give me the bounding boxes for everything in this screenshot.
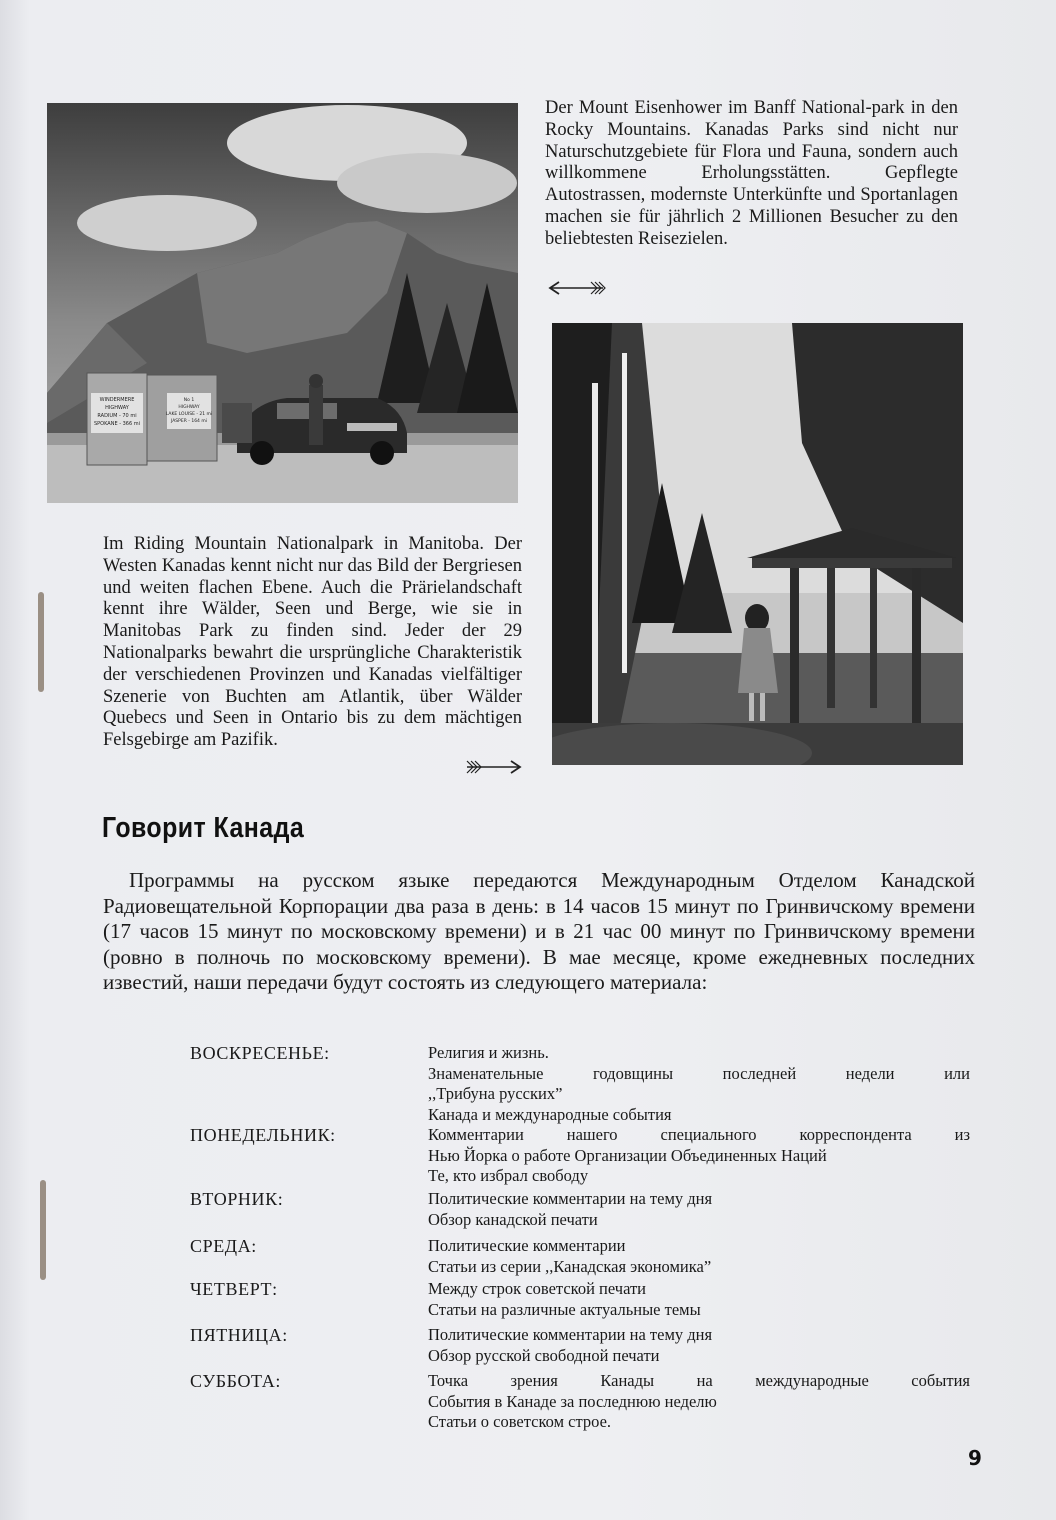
program-list	[428, 1371, 970, 1433]
sign-right-line-4: JASPER - 164 mi	[170, 419, 208, 424]
page-number: 9	[968, 1446, 982, 1470]
day-label: ЧЕТВЕРТ:	[190, 1279, 278, 1299]
program-item: Статьи на различные актуальные темы	[428, 1299, 701, 1319]
program-item: ,,Трибуна русских”	[428, 1084, 563, 1103]
program-list	[428, 1279, 970, 1320]
program-item: Обзор канадской печати	[428, 1209, 598, 1229]
staple-top	[38, 592, 44, 692]
day-label: СРЕДА:	[190, 1236, 257, 1256]
day-label: ПОНЕДЕЛЬНИК:	[190, 1125, 336, 1145]
arrow-right-icon	[465, 759, 523, 775]
sign-left-line-3: RADIUM - 70 mi	[97, 413, 137, 419]
staple-bottom	[40, 1180, 46, 1280]
program-item: Знаменательные годовщины последней недели или	[428, 1063, 970, 1083]
day-label: ВОСКРЕСЕНЬЕ:	[190, 1043, 330, 1063]
program-item: Политические комментарии на тему дня	[428, 1189, 713, 1208]
arrow-left-icon	[547, 280, 607, 296]
sign-right-line-3: LAKE LOUISE - 21 mi	[165, 412, 213, 417]
sign-right-line-1: No 1	[183, 398, 195, 403]
program-list	[428, 1325, 970, 1366]
section-heading: Говорит Канада	[102, 812, 305, 844]
sign-right-line-2: HIGHWAY	[178, 405, 200, 410]
program-item: События в Канаде за последнюю неделю	[428, 1391, 717, 1411]
program-item: Нью Йорка о работе Организации Объединенных Наций	[428, 1145, 827, 1165]
mountain-photo	[47, 103, 518, 503]
sign-left-line-4: SPOKANE - 366 mi	[93, 421, 141, 427]
program-list	[428, 1236, 970, 1277]
caption-lake: Im Riding Mountain Nationalpark in Manitoba. Der Westen Kanadas kennt nicht nur das Bild der Bergriesen und weiten flachen Ebene. Auch die Prärielandschaft kennt ihre Wälder, Seen und Berge, wie sie in Manitobas Park zu finden sind. Jeder der 29 Nationalparks bewahrt die ursprüngliche Charakteristik der verschiedenen Provinzen und Kanadas vielfältiger Szenerie von Buchten am Atlantik, über Wälder Quebecs und Seen in Ontario bis zu dem mächtigen Felsgebirge am Pazifik.	[103, 534, 522, 751]
program-list	[428, 1043, 970, 1125]
intro-paragraph: Программы на русском языке передаются Международным Отделом Канадской Радиовещательной Корпорации два раза в день: в 14 часов 15 минут по Гринвичскому времени (17 часов 15 минут по московскому времени) и в 21 час 00 минут по Гринвичскому времени (ровно в полночь по московскому времени). В мае месяце, кроме ежедневных последних известий, наши передачи будут состоять из следующего материала:	[103, 868, 975, 995]
program-item: Канада и международные события	[428, 1104, 672, 1124]
program-item: Статьи о советском строе.	[428, 1412, 612, 1431]
program-list	[428, 1125, 970, 1187]
caption-mountain: Der Mount Eisenhower im Banff National-park in den Rocky Mountains. Kanadas Parks sind nicht nur Naturschutzgebiete für Flora und Fauna, sondern auch willkommene Erholungsstätten. Gepflegte Autostrassen, modernste Unterkünfte und Sportanlagen machen sie für jährlich 2 Millionen Besucher zu den beliebtesten Reisezielen.	[545, 98, 958, 249]
program-item: Статьи из серии ,,Канадская экономика”	[428, 1256, 712, 1276]
program-item: Политические комментарии на тему дня	[428, 1325, 713, 1344]
sign-left-line-1: WINDERMERE	[99, 397, 135, 403]
program-item: Между строк советской печати	[428, 1279, 647, 1298]
day-label: ПЯТНИЦА:	[190, 1325, 288, 1345]
lake-photo	[552, 323, 963, 765]
sign-left-line-2: HIGHWAY	[105, 405, 129, 411]
program-item: Обзор русской свободной печати	[428, 1345, 660, 1365]
lake-photo-image	[552, 323, 963, 765]
program-item: Те, кто избрал свободу	[428, 1166, 589, 1185]
program-item: Религия и жизнь.	[428, 1043, 549, 1062]
mountain-photo-image	[47, 103, 518, 503]
program-item: Политические комментарии	[428, 1236, 626, 1255]
program-item: Комментарии нашего специального корреспондента из	[428, 1125, 970, 1144]
program-item: Точка зрения Канады на международные события	[428, 1371, 970, 1390]
day-label: СУББОТА:	[190, 1371, 281, 1391]
program-list	[428, 1189, 970, 1230]
day-label: ВТОРНИК:	[190, 1189, 284, 1209]
